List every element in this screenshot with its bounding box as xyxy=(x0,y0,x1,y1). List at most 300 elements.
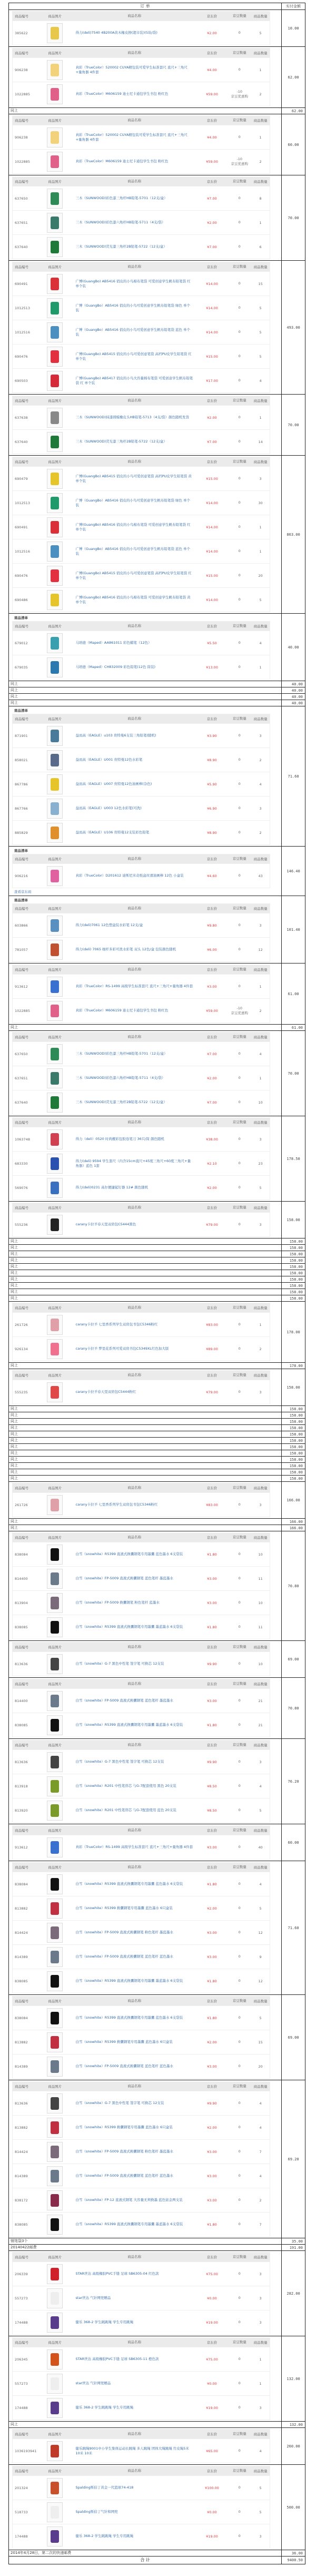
product-thumbnail[interactable] xyxy=(47,774,63,794)
product-name-link[interactable]: 白雪（snowhite）R5399 直液式换囊钢笔专用墨囊 墨蓝墨水 6支袋装 xyxy=(75,1625,183,1629)
product-thumbnail[interactable] xyxy=(47,726,63,746)
jd-beans: 0 xyxy=(238,2015,241,2020)
product-thumbnail[interactable] xyxy=(47,1654,63,1674)
product-name-link[interactable]: 白雪（snowhite）R5399 直液式换囊钢笔专用墨囊 墨蓝墨水 6支袋装 xyxy=(75,2222,183,2226)
column-header: 京豆数量 xyxy=(232,906,246,910)
product-name-link[interactable]: 白雪（snowhite）G-7 黑色中性笔 签字笔 可换芯 12支装 xyxy=(75,2101,164,2105)
product-thumbnail[interactable] xyxy=(47,2441,63,2461)
product-thumbnail[interactable] xyxy=(47,1971,63,1991)
order-group xyxy=(9,1481,305,1518)
product-name-link[interactable]: 广博(GuangBo) AB5415 俏皮的小鸟可爱创意笔袋 高档PU皮学生铅笔袋 黄 单个装 xyxy=(75,474,192,483)
product-thumbnail[interactable] xyxy=(47,2190,63,2210)
product-quantity: 2 xyxy=(259,758,262,762)
column-header: 商品数量 xyxy=(253,2341,268,2345)
product-name-link[interactable]: 得力（deli）0520 时尚靓彩包胶卷笔刀 36只/筒 颜色随机 xyxy=(75,1137,164,1141)
product-thumbnail[interactable] xyxy=(47,2166,63,2186)
product-name-link[interactable]: 广博（GuangBo）AB5416 俏皮的小鸟可爱创意学生帆布铅笔袋 绿色 单个装 xyxy=(75,303,190,312)
same-as-above-row xyxy=(9,1024,305,1030)
group-products xyxy=(9,1678,282,1738)
product-name-link[interactable]: 益而高（EAGLE）U106 贵特曼12支装彩色铅笔 xyxy=(75,830,150,834)
product-thumbnail[interactable] xyxy=(47,1315,63,1335)
product-thumbnail[interactable] xyxy=(47,469,63,489)
product-thumbnail[interactable] xyxy=(47,2093,63,2113)
product-name-link[interactable]: 健乐 368-2 学生跳跳绳 学生专用跳绳 xyxy=(75,2534,134,2538)
product-list-header xyxy=(13,1863,270,1872)
product-name-link[interactable]: carany卡拉羊 七里香系列学生双肩包书包C5346粉红 xyxy=(75,1322,158,1326)
product-thumbnail[interactable] xyxy=(47,633,63,653)
product-name-link[interactable]: STAR世达 高级橡胶PVC手缝 足球 SB6305-04 红色款 xyxy=(75,2272,159,2276)
product-image-icon xyxy=(51,870,59,882)
product-list-table xyxy=(12,2466,270,2549)
product-thumbnail[interactable] xyxy=(47,2502,63,2522)
column-header: 商品图片 xyxy=(48,2432,62,2436)
product-name-link[interactable]: 得力(deli)7061 12色塑盒装水彩笔 12支/盒 xyxy=(75,923,143,927)
product-name-link[interactable]: 白雪（snowhite）FP-5009 直液式换囊钢笔 蓝色笔杆 墨蓝墨水 xyxy=(75,1576,173,1580)
product-id: 871901 xyxy=(15,733,28,738)
group-products xyxy=(9,261,282,394)
product-thumbnail[interactable] xyxy=(47,1154,63,1174)
product-name-link[interactable]: Spalding斯伯丁气针和网兜 xyxy=(75,2510,118,2514)
order-group xyxy=(9,1030,305,1116)
same-as-above-label: 同上 xyxy=(9,1444,282,1450)
column-header: 京东价 xyxy=(206,717,218,721)
jd-beans: 0 xyxy=(238,1100,241,1104)
product-thumbnail[interactable] xyxy=(47,2008,63,2028)
product-price: ¥75.00 xyxy=(206,2272,218,2276)
product-thumbnail[interactable] xyxy=(47,84,63,104)
product-list-table xyxy=(12,1862,270,1993)
product-thumbnail[interactable] xyxy=(47,2398,63,2418)
product-name-link[interactable]: 白雪（snowhite）FP-5009 直液式换囊钢笔 蓝色笔杆 墨蓝墨水 xyxy=(75,1698,173,1703)
product-thumbnail[interactable] xyxy=(47,1923,63,1943)
product-row xyxy=(13,271,270,296)
product-thumbnail[interactable] xyxy=(47,1339,63,1359)
product-price: ¥38.00 xyxy=(206,1137,218,1142)
product-quantity: 15 xyxy=(258,2040,263,2044)
product-name-link[interactable]: 白雪（snowhite）FP-5009 直液式换囊钢笔 蓝色笔杆 蓝色墨水 xyxy=(75,2174,173,2178)
column-header: 京豆数量 xyxy=(232,179,246,183)
product-name-link[interactable]: star世达 气针网兜赠品 xyxy=(75,2381,111,2385)
product-name-link[interactable]: 健乐 368-2 学生跳跳绳 学生专用跳绳 xyxy=(75,2320,134,2324)
column-header: 商品名称 xyxy=(127,1035,142,1039)
product-image-cell xyxy=(37,799,73,819)
column-header: 商品数量 xyxy=(253,1035,268,1039)
product-thumbnail[interactable] xyxy=(47,274,63,294)
row-amount: 158.00 xyxy=(289,1444,303,1449)
group-amount: 132.00 xyxy=(287,2376,300,2381)
product-name-link[interactable]: 马培德（Maped）AA861011 彩色蜡笔（12色） xyxy=(75,641,152,645)
product-thumbnail[interactable] xyxy=(47,1899,63,1919)
product-thumbnail[interactable] xyxy=(47,823,63,843)
product-price: ¥2.10 xyxy=(207,1161,217,1166)
product-thumbnail[interactable] xyxy=(47,298,63,318)
product-name-link[interactable]: 白雪（snowhite）R5399 换囊钢笔专用墨囊 蓝色墨水 6只盒装 xyxy=(75,2125,173,2129)
product-name-link[interactable]: 白雪（snowhite）FP-5009 直液式换囊钢笔 粉色笔杆 墨蓝墨水 xyxy=(75,1930,173,1934)
product-thumbnail[interactable] xyxy=(47,60,63,80)
product-quantity: 12 xyxy=(258,947,263,952)
product-thumbnail[interactable] xyxy=(47,799,63,819)
same-as-above-label: 同上 xyxy=(9,1257,282,1263)
product-price: ¥7.00 xyxy=(207,196,217,201)
column-header: 商品编号 xyxy=(15,1206,28,1210)
column-header: 商品名称 xyxy=(127,906,142,910)
product-thumbnail[interactable] xyxy=(47,322,63,342)
jd-beans: 0 xyxy=(238,476,241,480)
jd-beans: 0 xyxy=(238,1979,241,1983)
product-thumbnail[interactable] xyxy=(47,1215,63,1235)
product-thumbnail[interactable] xyxy=(47,1837,63,1857)
product-name-link[interactable]: 益而高（EAGLE）U007 贵特曼12色油画棒(杂色) xyxy=(75,782,152,786)
product-name-link[interactable]: carany卡拉羊春天里双肩包C5444黑色 xyxy=(75,1222,136,1226)
product-name-link[interactable]: 广博(GuangBo) AB5416 俏皮的小鸟棉布笔袋 可爱创意学生帆布铅笔袋 黄 单个装 xyxy=(75,595,191,604)
product-image-cell xyxy=(37,1923,73,1943)
product-thumbnail[interactable] xyxy=(47,2264,63,2284)
product-price: ¥59.00 xyxy=(206,92,218,96)
column-header: 商品编号 xyxy=(15,51,28,55)
product-quantity: 5 xyxy=(259,1808,262,1813)
product-thumbnail[interactable] xyxy=(47,1068,63,1088)
product-image-icon xyxy=(51,754,59,766)
product-name-link[interactable]: 得力(deli)7540 4B200A黄木橡皮擦(超市装)(5块/袋) xyxy=(75,31,157,35)
product-name-link[interactable]: 广博(GuangBo) AB5417 俏皮的小鸟大容量棉布笔袋 可爱创意学生帆布铅笔袋 红 单个装 xyxy=(75,376,193,385)
product-thumbnail[interactable] xyxy=(47,1752,63,1772)
order-group xyxy=(9,1640,305,1677)
group-products xyxy=(9,896,282,963)
same-as-above-row xyxy=(9,700,305,706)
product-thumbnail[interactable] xyxy=(47,237,63,257)
product-name-link[interactable]: STAR世达 高级橡胶PVC手缝 足球 SB6305-11 橙色款 xyxy=(75,2357,159,2361)
product-thumbnail[interactable] xyxy=(47,517,63,537)
product-image-icon xyxy=(51,1902,59,1915)
product-name-link[interactable]: 广博(GuangBo) AB5416 俏皮的小鸟棉布笔袋 可爱创意学生帆布铅笔袋 红 单个装 xyxy=(75,522,191,532)
product-name-link[interactable]: 白雪（snowhite）FP-5009 直液式换囊钢笔 蓝色笔杆 蓝色墨水 xyxy=(75,1954,173,1959)
product-name-link[interactable]: 真彩（TrueColor）M606159 迪士尼卡通包学生书包 粉红色 xyxy=(75,1008,169,1012)
product-thumbnail[interactable] xyxy=(47,1382,63,1402)
product-list-header xyxy=(13,1483,270,1492)
column-header: 商品图片 xyxy=(48,180,62,184)
product-image-icon xyxy=(51,1621,59,1634)
product-id: 813918 xyxy=(15,1784,28,1788)
product-name-link[interactable]: 真彩（TrueColor）D201612 迪斯尼米奇纸盒丝滑油画棒 12色 小盒装 xyxy=(75,873,184,878)
column-header: 商品图片 xyxy=(48,1486,62,1490)
product-list-header xyxy=(13,12,270,21)
product-row xyxy=(13,1688,270,1713)
product-image-cell xyxy=(37,1315,73,1335)
product-image-icon xyxy=(51,131,59,144)
product-name-link[interactable]: 白雪（snowhite）R5399 换囊钢笔专用墨囊 蓝色墨水 6只盒装 xyxy=(75,2040,173,2044)
product-thumbnail[interactable] xyxy=(47,1715,63,1735)
product-list-header xyxy=(13,714,270,723)
product-list-header xyxy=(13,965,270,974)
product-name-link[interactable]: 白雪（snowhite）FP-12 直液式钢笔 大容量无须换墨 蓝色铱金两支装 xyxy=(75,2198,183,2202)
jd-beans: 0 xyxy=(238,2534,241,2538)
column-header: 商品图片 xyxy=(48,857,62,861)
jd-beans: 0 xyxy=(238,2510,241,2514)
product-id: 906238 xyxy=(15,135,28,140)
column-header: 商品数量 xyxy=(253,857,268,861)
column-header: 商品图片 xyxy=(48,1306,62,1310)
order-group xyxy=(9,2250,305,2336)
product-thumbnail[interactable] xyxy=(47,1178,63,1198)
product-name-link[interactable]: 白雪（snowhite）FP-5009 直液式换囊钢笔 蓝色笔杆 蓝色墨水 xyxy=(75,2064,173,2068)
product-name-link[interactable]: 三木（SUNWOOD)彩色漆六角杆HB铅笔-5711（4支/袋） xyxy=(75,220,165,224)
order-group xyxy=(9,1369,305,1405)
product-name-link[interactable]: 三木（SUNWOOD)彩色漆六角杆HB铅笔-5711（4支/袋） xyxy=(75,1076,165,1080)
product-thumbnail[interactable] xyxy=(47,23,63,43)
product-name-link[interactable]: 真彩（TrueColor）RS-1499 高级学生标准套尺 直尺+三角尺+量角器 4件套 xyxy=(75,984,193,988)
product-thumbnail[interactable] xyxy=(47,408,63,428)
product-quantity: 5 xyxy=(259,2510,262,2514)
product-thumbnail[interactable] xyxy=(47,940,63,960)
product-row xyxy=(13,149,270,173)
product-thumbnail[interactable] xyxy=(47,2526,63,2546)
product-thumbnail[interactable] xyxy=(47,1801,63,1821)
product-thumbnail[interactable] xyxy=(47,1776,63,1796)
product-name-link[interactable]: 白雪（snowhite）R5399 直液式换囊钢笔专用墨囊 墨蓝墨水 6支袋装 xyxy=(75,1979,183,1983)
product-thumbnail[interactable] xyxy=(47,2215,63,2235)
product-price: ¥1.80 xyxy=(207,1723,217,1727)
group-amount: 60.00 xyxy=(288,142,299,147)
product-thumbnail[interactable] xyxy=(47,1044,63,1064)
column-header: 商品数量 xyxy=(253,1486,268,1490)
product-thumbnail[interactable] xyxy=(47,2349,63,2369)
product-row xyxy=(13,2439,270,2463)
product-quantity: 11 xyxy=(258,1625,263,1629)
product-image-cell xyxy=(37,2057,73,2077)
product-name-link[interactable]: 白雪（snowhite）R5399 直液式换囊钢笔专用墨囊 蓝色墨水 6支袋装 xyxy=(75,1882,183,1886)
column-header: 商品编号 xyxy=(15,1536,28,1540)
product-name-link[interactable]: carany卡拉羊 七里香系列学生双肩包书包C5346粉红 xyxy=(75,1502,158,1507)
product-thumbnail[interactable] xyxy=(47,1617,63,1637)
group-amount: 70.00 xyxy=(288,422,299,427)
column-header: 商品名称 xyxy=(127,1486,142,1490)
product-thumbnail[interactable] xyxy=(47,347,63,367)
column-header: 商品编号 xyxy=(15,460,28,464)
product-name-link[interactable]: carany卡拉羊 梦里花系列可爱双肩书包C5349XL红色加大版 xyxy=(75,1346,169,1351)
row-amount: 158.00 xyxy=(289,1296,303,1301)
same-as-above-row xyxy=(9,693,305,700)
product-thumbnail[interactable] xyxy=(47,371,63,391)
product-thumbnail[interactable] xyxy=(47,2374,63,2394)
product-name-link[interactable]: 三木（SUNWOOD)荧光漆三角杆2B铅笔-5722（12支/盒） xyxy=(75,244,167,249)
column-header: 京豆数量 xyxy=(232,1120,246,1124)
product-thumbnail[interactable] xyxy=(47,2118,63,2138)
product-thumbnail[interactable] xyxy=(47,127,63,148)
product-quantity: 5 xyxy=(259,330,262,335)
product-price: ¥7.00 xyxy=(207,1100,217,1105)
product-name-link[interactable]: 得力(deli) 9594 学生套尺（内含15cm直尺+45度三角尺+60度三角尺+量角器）蓝色 1套 xyxy=(75,1158,191,1168)
row-amount: 158.00 xyxy=(289,1457,303,1462)
product-thumbnail[interactable] xyxy=(47,493,63,513)
product-thumbnail[interactable] xyxy=(47,189,63,209)
product-image-cell xyxy=(37,1752,73,1772)
product-thumbnail[interactable] xyxy=(47,1495,63,1515)
product-thumbnail[interactable] xyxy=(47,542,63,562)
column-header: 商品图片 xyxy=(48,1645,62,1649)
product-row xyxy=(13,2139,270,2164)
column-header: 京豆数量 xyxy=(232,398,246,402)
product-name-link[interactable]: 健乐 368-2 学生跳跳绳 学生专用跳绳 xyxy=(75,2405,134,2410)
product-id: 690479 xyxy=(15,476,28,481)
product-thumbnail[interactable] xyxy=(47,977,63,997)
product-thumbnail[interactable] xyxy=(47,657,63,677)
product-name-link[interactable]: 健乐跳绳9001中小学生集体运动长跳绳 多人跳绳 团体大绳跳绳 竹皮绳5米 10米 10米 xyxy=(75,2446,189,2455)
column-header: 商品编号 xyxy=(15,2469,28,2473)
product-thumbnail[interactable] xyxy=(47,1569,63,1589)
product-quantity: 2 xyxy=(259,92,262,96)
product-row xyxy=(13,1090,270,1114)
product-price: ¥0.00 xyxy=(207,2510,217,2514)
product-thumbnail[interactable] xyxy=(47,2057,63,2077)
product-image-cell xyxy=(37,237,73,257)
product-quantity: 3 xyxy=(259,2405,262,2410)
product-name-link[interactable]: star世达 气针网兜赠品 xyxy=(75,2296,111,2300)
view-link[interactable]: 查看京东码 xyxy=(14,890,32,894)
product-price: ¥2.00 xyxy=(207,220,217,225)
group-amount: 10.00 xyxy=(288,26,299,31)
product-image-cell xyxy=(37,1801,73,1821)
product-image-cell xyxy=(37,1178,73,1198)
product-name-link[interactable]: 真彩（TrueColor）M606159 迪士尼卡通包学生书包 粉红色 xyxy=(75,92,169,96)
product-name-link[interactable]: 益而高（EAGLE）U003 12色水彩笔(可洗) xyxy=(75,806,142,810)
product-thumbnail[interactable] xyxy=(47,1874,63,1894)
product-quantity: 3 xyxy=(259,806,262,811)
column-header: 商品名称 xyxy=(127,264,142,269)
product-name-link[interactable]: 白雪（snowhite）R5399 换囊钢笔专用墨囊 蓝色墨水 6只盒装 xyxy=(75,1906,173,1910)
product-thumbnail[interactable] xyxy=(47,2288,63,2308)
product-name-link[interactable]: 白雪（snowhite）G-7 黑色中性笔 签字笔 可换芯 12支装 xyxy=(75,1759,164,1764)
product-name-link[interactable]: 三木（SUNWOOD)彩色漆三角杆HB铅笔-5701（12支/盒） xyxy=(75,1051,167,1056)
product-name-link[interactable]: 白雪（snowhite）G-7 黑色中性笔 签字笔 可换芯 12支装 xyxy=(75,1661,164,1666)
product-name-link[interactable]: 广博（GuangBo）AB5416 俏皮的小鸟可爱创意学生帆布铅笔袋 绿色 单个装 xyxy=(75,498,190,507)
product-thumbnail[interactable] xyxy=(47,1001,63,1021)
product-price: ¥15.00 xyxy=(206,354,218,359)
product-list-table xyxy=(12,1825,270,1860)
product-name-link[interactable]: 益而高（EAGLE）U001 贵特曼12色水彩笔 xyxy=(75,758,143,762)
product-thumbnail[interactable] xyxy=(47,590,63,610)
product-thumbnail[interactable] xyxy=(47,2478,63,2498)
product-name-link[interactable]: 白雪（snowhite）R5399 直液式换囊钢笔专用墨囊 蓝色墨水 6支袋装 xyxy=(75,2015,183,2020)
product-image-icon xyxy=(51,2402,59,2414)
product-id: 679012 xyxy=(15,641,28,645)
product-image-icon xyxy=(51,2097,59,2110)
product-name-link[interactable]: 真彩（TrueColor）RS-1499 高级学生标准套尺 直尺+三角尺+量角器 4件套 xyxy=(75,1845,193,1849)
product-quantity: 6 xyxy=(259,244,262,249)
product-quantity: 8 xyxy=(259,196,262,201)
column-header: 京东价 xyxy=(206,1645,218,1649)
product-thumbnail[interactable] xyxy=(47,1593,63,1613)
product-thumbnail[interactable] xyxy=(47,2313,63,2333)
product-name-link[interactable]: 白雪（snowhite）FP-5009 直液式换囊钢笔 粉色笔杆 墨蓝墨水 xyxy=(75,2149,173,2154)
product-thumbnail[interactable] xyxy=(47,213,63,233)
jd-beans: 0 xyxy=(238,330,241,334)
product-name-link[interactable]: 真彩（TrueColor）520002 CUYA精包装可爱学生标准套尺 直尺+三角尺+量角器 4件套 xyxy=(75,132,187,142)
product-list-table xyxy=(12,1996,270,2079)
product-list-header xyxy=(13,396,270,405)
product-thumbnail[interactable] xyxy=(47,1129,63,1149)
column-header: 商品编号 xyxy=(15,265,28,269)
product-name-link[interactable]: carany卡拉羊春天里双肩包C5444粉红 xyxy=(75,1390,136,1394)
product-thumbnail[interactable] xyxy=(47,750,63,770)
product-quantity: 5 xyxy=(259,31,262,35)
product-name-link[interactable]: 真彩（TrueColor）520002 CUYA精包装可爱学生标准套尺 直尺+三角尺+量角器 4件套 xyxy=(75,65,187,74)
product-price: ¥8.50 xyxy=(207,1784,217,1788)
product-name-link[interactable]: 广博(GuangBo) AB5415 俏皮的小鸟可爱创意笔袋 高档PU皮学生铅笔袋 红 单个装 xyxy=(75,571,192,580)
product-thumbnail[interactable] xyxy=(47,916,63,936)
product-name-link[interactable]: 马培德（Maped）CH832009 彩色铅笔(12色 筒装) xyxy=(75,665,156,669)
product-name-link[interactable]: 得力(deli)0231 高尔便捷起钉器 12# 颜色随机 xyxy=(75,1185,149,1189)
column-header: 商品图片 xyxy=(48,1373,62,1378)
product-name-link[interactable]: 三木（SUNWOOD)荧光漆三角杆2B铅笔-5722（12支/盒） xyxy=(75,439,167,444)
group-products xyxy=(9,1861,282,1994)
group-products xyxy=(9,175,282,260)
product-name-link[interactable]: 白雪（snowhite）R201 中性笔替芯 与G-7配套使用 黑色 20支装 xyxy=(75,1784,176,1788)
product-name-link[interactable]: 真彩（TrueColor）M606159 迪士尼卡通包学生书包 粉红色 xyxy=(75,159,169,163)
product-thumbnail[interactable] xyxy=(47,1947,63,1967)
product-name-link[interactable]: 三木（SUNWOOD)抹漆圆模橡皮头HB铅笔-5713（4支/袋）颜色随机发货 xyxy=(75,415,190,419)
product-name-link[interactable]: 三木（SUNWOOD)荧光漆三角杆2B铅笔-5722（12支/盒） xyxy=(75,1100,167,1104)
column-header: 商品名称 xyxy=(127,2255,142,2259)
product-quantity: 4 xyxy=(259,641,262,645)
column-header: 京豆数量 xyxy=(232,1865,246,1869)
product-thumbnail[interactable] xyxy=(47,2032,63,2052)
group-amount: 260.00 xyxy=(287,2444,300,2449)
product-name-link[interactable]: 白雪（snowhite）R5399 直液式换囊钢笔专用墨囊 墨蓝墨水 6支袋装 xyxy=(75,1723,183,1727)
product-price: ¥3.00 xyxy=(207,2198,217,2203)
product-id: 814389 xyxy=(15,2064,28,2069)
product-thumbnail[interactable] xyxy=(47,566,63,586)
column-header: 商品编号 xyxy=(15,1828,28,1833)
column-header: 京东价 xyxy=(206,180,218,184)
group-amount: 71.60 xyxy=(288,1925,299,1930)
column-header: 商品编号 xyxy=(15,624,28,628)
product-image-icon xyxy=(51,545,59,558)
product-name-link[interactable]: 广博（GuangBo）AB5416 俏皮的小鸟可爱创意学生帆布铅笔袋 蓝色 单个装 xyxy=(75,546,190,556)
product-name-link[interactable]: 三木（SUNWOOD)彩色漆三角杆HB铅笔-5701（12支/盒） xyxy=(75,196,167,200)
group-products xyxy=(9,395,282,455)
product-price: ¥2.00 xyxy=(207,1906,217,1911)
product-image-cell xyxy=(37,1874,73,1894)
product-name-link[interactable]: 广博(GuangBo) AB5415 俏皮的小鸟可爱创意笔袋 高档PU皮学生铅笔袋 红 单个装 xyxy=(75,351,192,361)
product-name-link[interactable]: 广博(GuangBo) AB5416 俏皮的小鸟棉布笔袋 可爱创意学生帆布铅笔袋 红 单个装 xyxy=(75,279,191,288)
product-name-link[interactable]: 白雪（snowhite）R201 中性笔替芯 与G-7配套使用 蓝色 20支装 xyxy=(75,1808,176,1812)
product-thumbnail[interactable] xyxy=(47,432,63,452)
product-id: 838085 xyxy=(15,1723,28,1727)
product-name-link[interactable]: Spalding斯伯丁黄金一代篮球74-418 xyxy=(75,2485,134,2490)
product-name-link[interactable]: 白雪（snowhite）R5399 直液式换囊钢笔专用墨囊 蓝色墨水 6支袋装 xyxy=(75,1552,183,1556)
product-image-icon xyxy=(51,1719,59,1732)
product-thumbnail[interactable] xyxy=(47,152,63,172)
jd-beans: 0 xyxy=(238,923,241,927)
product-name-link[interactable]: 广博（GuangBo）AB5416 俏皮的小鸟可爱创意学生帆布铅笔袋 蓝色 单个装 xyxy=(75,327,190,337)
product-thumbnail[interactable] xyxy=(47,2142,63,2162)
product-thumbnail[interactable] xyxy=(47,1545,63,1565)
product-name-link[interactable]: 白雪（snowhite）FP-5009 换囊钢笔 粉色笔杆 蓝墨水 xyxy=(75,1600,160,1605)
product-price: ¥3.00 xyxy=(207,1845,217,1850)
jd-beans: 0 xyxy=(238,1808,241,1812)
same-as-above-row xyxy=(9,1412,305,1418)
column-header: 京豆数量 xyxy=(232,14,246,18)
product-quantity: 4 xyxy=(259,378,262,383)
row-amount: 158.00 xyxy=(289,1413,303,1418)
product-thumbnail[interactable] xyxy=(47,1093,63,1113)
product-thumbnail[interactable] xyxy=(47,866,63,886)
product-id: 637650 xyxy=(15,1051,28,1056)
product-thumbnail[interactable] xyxy=(47,1691,63,1711)
product-list-table xyxy=(12,1483,270,1517)
product-name-link[interactable]: 益而高（EAGLE）u103 贵特曼6支装三角铅笔(随机) xyxy=(75,733,156,738)
product-name-link[interactable]: 得力(deli) 7065 细杆多彩可洗水彩笔 双头 12色/盒 包装颜色随机 xyxy=(75,947,176,951)
